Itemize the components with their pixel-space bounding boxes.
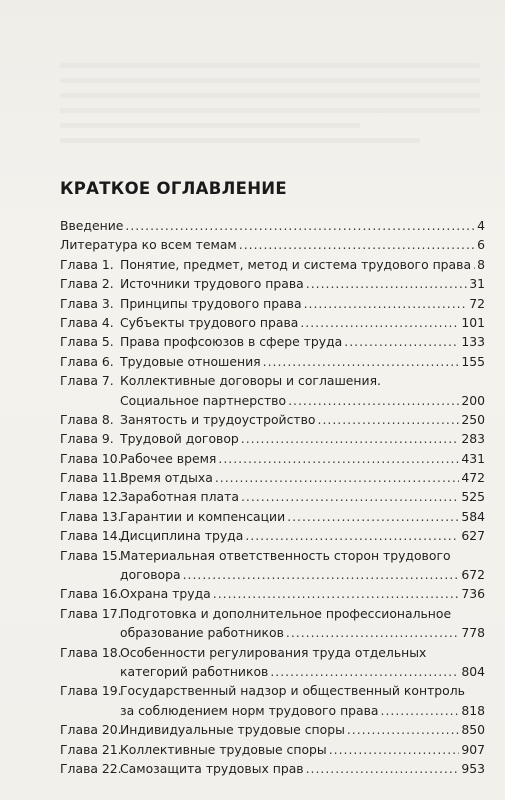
toc-chapter-entry[interactable] — [60, 332, 485, 351]
toc-chapter-entry[interactable] — [60, 371, 485, 410]
chapter-number: Глава 22. — [60, 761, 122, 777]
toc-chapter-entry[interactable] — [60, 468, 485, 487]
dot-leader — [318, 410, 460, 429]
toc-entry-body — [120, 643, 485, 682]
toc-entry-title: Подготовка и дополнительное профессиональное — [120, 605, 452, 621]
toc-line — [120, 740, 485, 759]
toc-entry-body — [120, 274, 485, 293]
toc-line — [120, 487, 485, 506]
dot-leader — [286, 623, 459, 642]
chapter-number: Глава 8. — [60, 411, 114, 427]
toc-page-number: 818 — [461, 702, 485, 718]
toc-chapter-entry[interactable] — [60, 526, 485, 545]
dot-leader — [270, 662, 459, 681]
toc-page-number: 627 — [461, 528, 485, 544]
toc-entry-title: Рабочее время — [120, 450, 217, 466]
toc-line — [120, 391, 485, 410]
dot-leader — [218, 449, 459, 468]
toc-entry-title: договора — [120, 567, 181, 583]
toc-entry-body — [120, 371, 485, 410]
toc-line — [120, 332, 485, 351]
toc-page-number: 525 — [461, 489, 485, 505]
table-of-contents — [60, 216, 485, 778]
toc-chapter-entry[interactable] — [60, 720, 485, 739]
toc-line — [120, 274, 485, 293]
toc-chapter-entry[interactable] — [60, 429, 485, 448]
toc-entry[interactable] — [60, 235, 485, 254]
bleed-through-line — [60, 108, 480, 113]
dot-leader — [304, 294, 468, 313]
dot-leader — [215, 468, 460, 487]
toc-line — [120, 584, 485, 603]
chapter-number: Глава 16. — [60, 586, 122, 602]
toc-entry-body — [60, 216, 485, 235]
toc-line — [120, 643, 485, 662]
toc-entry-body — [120, 507, 485, 526]
toc-entry-title: Социальное партнерство — [120, 392, 287, 408]
toc-entry-title: Дисциплина труда — [120, 528, 244, 544]
toc-entry-title: Заработная плата — [120, 489, 239, 505]
toc-page-number: 101 — [461, 314, 485, 330]
toc-page-number: 736 — [461, 586, 485, 602]
toc-chapter-entry[interactable] — [60, 449, 485, 468]
toc-chapter-entry[interactable] — [60, 740, 485, 759]
toc-chapter-entry[interactable] — [60, 604, 485, 643]
toc-line — [120, 604, 485, 623]
dot-leader — [241, 487, 459, 506]
dot-leader — [344, 332, 459, 351]
toc-entry-body — [120, 526, 485, 545]
dot-leader — [125, 216, 475, 235]
toc-chapter-entry[interactable] — [60, 546, 485, 585]
bleed-through-line — [60, 138, 420, 143]
toc-entry-title: Источники трудового права — [120, 276, 304, 292]
toc-entry-body — [120, 468, 485, 487]
toc-entry-title: Индивидуальные трудовые споры — [120, 722, 345, 738]
dot-leader — [239, 235, 475, 254]
toc-page-number: 953 — [461, 761, 485, 777]
chapter-number: Глава 13. — [60, 508, 122, 524]
dot-leader — [473, 255, 475, 274]
toc-line — [120, 701, 485, 720]
toc-chapter-entry[interactable] — [60, 759, 485, 778]
toc-entry-body — [120, 294, 485, 313]
toc-entry-body — [60, 235, 485, 254]
chapter-number: Глава 18. — [60, 644, 122, 660]
toc-entry-title: Коллективные договоры и соглашения. — [120, 373, 381, 389]
toc-page-number: 250 — [461, 411, 485, 427]
toc-entry-body — [120, 740, 485, 759]
toc-chapter-entry[interactable] — [60, 410, 485, 429]
page-title: КРАТКОЕ ОГЛАВЛЕНИЕ — [60, 179, 287, 198]
toc-page-number: 133 — [461, 334, 485, 350]
toc-chapter-entry[interactable] — [60, 487, 485, 506]
toc-page-number: 72 — [469, 295, 485, 311]
dot-leader — [306, 759, 460, 778]
toc-entry-title: Материальная ответственность сторон трудового — [120, 547, 451, 563]
toc-entry-title: Права профсоюзов в сфере труда — [120, 334, 343, 350]
toc-entry-title: за соблюдением норм трудового права — [120, 702, 379, 718]
dot-leader — [287, 507, 459, 526]
chapter-number: Глава 11. — [60, 470, 122, 486]
toc-entry-body — [120, 410, 485, 429]
toc-line — [120, 662, 485, 681]
bleed-through-line — [60, 93, 480, 98]
toc-line — [60, 235, 485, 254]
toc-page-number: 804 — [461, 664, 485, 680]
bleed-through-line — [60, 63, 480, 68]
toc-entry-title: Государственный надзор и общественный контроль — [120, 683, 465, 699]
toc-line — [120, 565, 485, 584]
dot-leader — [300, 313, 459, 332]
chapter-number: Глава 2. — [60, 276, 114, 292]
toc-page-number: 283 — [461, 431, 485, 447]
toc-line — [120, 546, 485, 565]
toc-entry-title: Понятие, предмет, метод и система трудового права — [120, 256, 472, 272]
toc-page-number: 31 — [469, 276, 485, 292]
dot-leader — [241, 429, 460, 448]
dot-leader — [306, 274, 467, 293]
toc-entry-title: Принципы трудового права — [120, 295, 302, 311]
chapter-number: Глава 15. — [60, 547, 122, 563]
toc-page-number: 200 — [461, 392, 485, 408]
toc-entry-title: Введение — [60, 218, 124, 233]
toc-line — [120, 468, 485, 487]
toc-page-number: 850 — [461, 722, 485, 738]
chapter-number: Глава 14. — [60, 528, 122, 544]
toc-line — [120, 507, 485, 526]
toc-line — [120, 294, 485, 313]
toc-chapter-entry[interactable] — [60, 274, 485, 293]
toc-chapter-entry[interactable] — [60, 681, 485, 720]
toc-page-number: 778 — [461, 625, 485, 641]
toc-entry-body — [120, 352, 485, 371]
toc-entry-title: Трудовые отношения — [120, 353, 261, 369]
toc-entry-body — [120, 546, 485, 585]
toc-page-number: 4 — [477, 218, 485, 233]
dot-leader — [329, 740, 460, 759]
toc-chapter-entry[interactable] — [60, 584, 485, 603]
toc-entry-body — [120, 604, 485, 643]
toc-page-number: 431 — [461, 450, 485, 466]
toc-line — [120, 759, 485, 778]
toc-line — [120, 526, 485, 545]
toc-line — [60, 216, 485, 235]
chapter-number: Глава 5. — [60, 334, 114, 350]
toc-line — [120, 623, 485, 642]
toc-entry-body — [120, 720, 485, 739]
chapter-number: Глава 17. — [60, 605, 122, 621]
toc-entry-body — [120, 681, 485, 720]
dot-leader — [245, 526, 459, 545]
toc-chapter-entry[interactable] — [60, 294, 485, 313]
toc-page-number: 155 — [461, 353, 485, 369]
toc-line — [120, 429, 485, 448]
toc-entry-body — [120, 759, 485, 778]
toc-entry-title: Трудовой договор — [120, 431, 239, 447]
chapter-number: Глава 19. — [60, 683, 122, 699]
dot-leader — [183, 565, 460, 584]
chapter-number: Глава 1. — [60, 256, 114, 272]
toc-page-number: 8 — [477, 256, 485, 272]
toc-entry-body — [120, 584, 485, 603]
toc-line — [120, 410, 485, 429]
toc-entry-title: Субъекты трудового права — [120, 314, 299, 330]
toc-chapter-entry[interactable] — [60, 352, 485, 371]
toc-entry-title: Гарантии и компенсации — [120, 508, 286, 524]
toc-chapter-entry[interactable] — [60, 255, 485, 274]
toc-line — [120, 449, 485, 468]
toc-page-number: 907 — [461, 741, 485, 757]
bleed-through-line — [60, 123, 360, 128]
toc-entry-title: Занятость и трудоустройство — [120, 411, 316, 427]
toc-entry-title: Охрана труда — [120, 586, 211, 602]
toc-entry-title: образование работников — [120, 625, 284, 641]
toc-entry-body — [120, 449, 485, 468]
chapter-number: Глава 4. — [60, 314, 114, 330]
toc-line — [120, 720, 485, 739]
dot-leader — [347, 720, 459, 739]
toc-entry-body — [120, 429, 485, 448]
toc-entry-title: Литература ко всем темам — [60, 237, 237, 253]
toc-entry-title: категорий работников — [120, 664, 269, 680]
dot-leader — [288, 391, 459, 410]
toc-entry[interactable] — [60, 216, 485, 235]
dot-leader — [213, 584, 460, 603]
toc-page-number: 672 — [461, 567, 485, 583]
toc-page-number: 6 — [477, 237, 485, 253]
toc-entry-body — [120, 332, 485, 351]
chapter-number: Глава 9. — [60, 431, 114, 447]
dot-leader — [263, 352, 460, 371]
toc-entry-title: Коллективные трудовые споры — [120, 741, 327, 757]
toc-line — [120, 371, 485, 390]
toc-chapter-entry[interactable] — [60, 313, 485, 332]
toc-entry-body — [120, 255, 485, 274]
dot-leader — [381, 701, 460, 720]
toc-chapter-entry[interactable] — [60, 507, 485, 526]
toc-line — [120, 352, 485, 371]
toc-page-number: 472 — [461, 470, 485, 486]
toc-line — [120, 313, 485, 332]
chapter-number: Глава 7. — [60, 373, 114, 389]
bleed-through-line — [60, 78, 480, 83]
chapter-number: Глава 3. — [60, 295, 114, 311]
toc-page-number: 584 — [461, 508, 485, 524]
toc-chapter-entry[interactable] — [60, 643, 485, 682]
toc-entry-title: Особенности регулирования труда отдельных — [120, 644, 427, 660]
chapter-number: Глава 21. — [60, 741, 122, 757]
toc-entry-body — [120, 487, 485, 506]
chapter-number: Глава 6. — [60, 353, 114, 369]
toc-entry-title: Самозащита трудовых прав — [120, 761, 304, 777]
toc-entry-title: Время отдыха — [120, 470, 213, 486]
toc-line — [120, 681, 485, 700]
chapter-number: Глава 10. — [60, 450, 122, 466]
toc-line — [120, 255, 485, 274]
chapter-number: Глава 12. — [60, 489, 122, 505]
toc-entry-body — [120, 313, 485, 332]
chapter-number: Глава 20. — [60, 722, 122, 738]
